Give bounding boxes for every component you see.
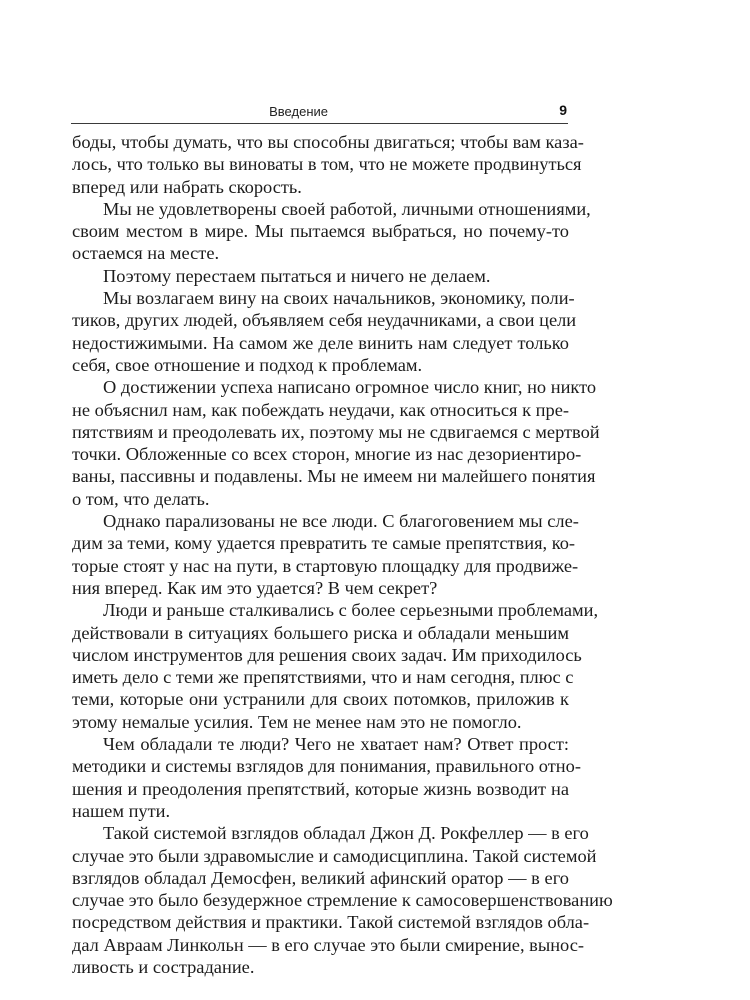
text-line: недостижимыми. На самом же деле винить нам следует только — [72, 332, 569, 353]
text-line: Чем обладали те люди? Чего не хватает нам? Ответ прост: — [103, 734, 569, 755]
text-line: лось, что только вы виноваты в том, что не можете продвинуться — [72, 154, 582, 175]
text-line: себя, свое отношение и подход к проблемам. — [72, 354, 423, 375]
paragraph — [72, 198, 591, 265]
text-line: действовали в ситуациях большего риска и обладали меньшим — [72, 622, 569, 643]
text-line: этому немалые усилия. Тем не менее нам это не помогло. — [72, 711, 522, 732]
text-line: теми, которые они устранили для своих потомков, приложив к — [72, 689, 569, 710]
text-line: тиков, других людей, объявляем себя неудачниками, а свои цели — [72, 310, 577, 331]
text-line: дал Авраам Линкольн — в его случае это были смирение, вынос- — [72, 934, 584, 955]
text-line: вперед или набрать скорость. — [72, 176, 302, 197]
running-header — [71, 101, 568, 124]
text-line: ния вперед. Как им это удается? В чем секрет? — [72, 577, 438, 598]
paragraph — [72, 131, 584, 198]
text-line: случае это были здравомыслие и самодисциплина. Такой системой — [72, 845, 597, 866]
text-line: взглядов обладал Демосфен, великий афинский оратор — в его — [72, 867, 569, 888]
text-line: О достижении успеха написано огромное число книг, но никто — [103, 377, 597, 398]
text-line: Такой системой взглядов обладал Джон Д. Рокфеллер — в его — [103, 823, 589, 844]
text-line: о том, что делать. — [72, 488, 210, 509]
section-title: Введение — [269, 104, 328, 119]
paragraph — [72, 733, 581, 822]
page-number: 9 — [559, 102, 567, 118]
text-line: ваны, пассивны и подавлены. Мы не имеем ни малейшего понятия — [72, 466, 596, 487]
text-line: шения и преодоления препятствий, которые жизнь возводит на — [72, 778, 569, 799]
text-line: торые стоят у нас на пути, в стартовую площадку для продвиже- — [72, 555, 579, 576]
text-line: остаемся на месте. — [72, 243, 220, 264]
paragraph — [72, 599, 599, 733]
text-line: Люди и раньше сталкивались с более серьезными проблемами, — [103, 600, 599, 621]
text-line: Поэтому перестаем пытаться и ничего не делаем. — [103, 265, 491, 286]
body-text — [72, 131, 613, 978]
paragraph — [72, 510, 579, 599]
paragraph — [72, 822, 613, 978]
text-line: не объяснил нам, как побеждать неудачи, как относиться к пре- — [72, 399, 569, 420]
text-line: иметь дело с теми же препятствиями, что и нам сегодня, плюс с — [72, 667, 574, 688]
text-line: пятствиям и преодолевать их, поэтому мы не сдвигаемся с мертвой — [72, 421, 600, 442]
text-line: методики и системы взглядов для понимания, правильного отно- — [72, 756, 581, 777]
text-line: боды, чтобы думать, что вы способны двигаться; чтобы вам каза- — [72, 132, 584, 152]
paragraph — [72, 265, 569, 287]
text-line: ливость и сострадание. — [72, 956, 255, 977]
text-line: Однако парализованы не все люди. С благоговением мы сле- — [103, 511, 579, 532]
text-line: числом инструментов для решения своих задач. Им приходилось — [72, 644, 582, 665]
text-line: посредством действия и практики. Такой системой взглядов обла- — [72, 912, 590, 933]
paragraph — [72, 376, 600, 510]
paragraph — [72, 287, 577, 376]
text-line: нашем пути. — [72, 800, 171, 821]
text-line: дим за теми, кому удается превратить те самые препятствия, ко- — [72, 533, 576, 554]
text-line: случае это было безудержное стремление к самосовершенствованию — [72, 890, 613, 911]
text-line: точки. Обложенные со всех сторон, многие из нас дезориентиро- — [72, 444, 582, 465]
text-line: Мы не удовлетворены своей работой, личными отношениями, — [103, 198, 591, 219]
text-line: своим местом в мире. Мы пытаемся выбраться, но почему-то — [72, 221, 569, 242]
text-line: Мы возлагаем вину на своих начальников, экономику, поли- — [103, 288, 575, 309]
